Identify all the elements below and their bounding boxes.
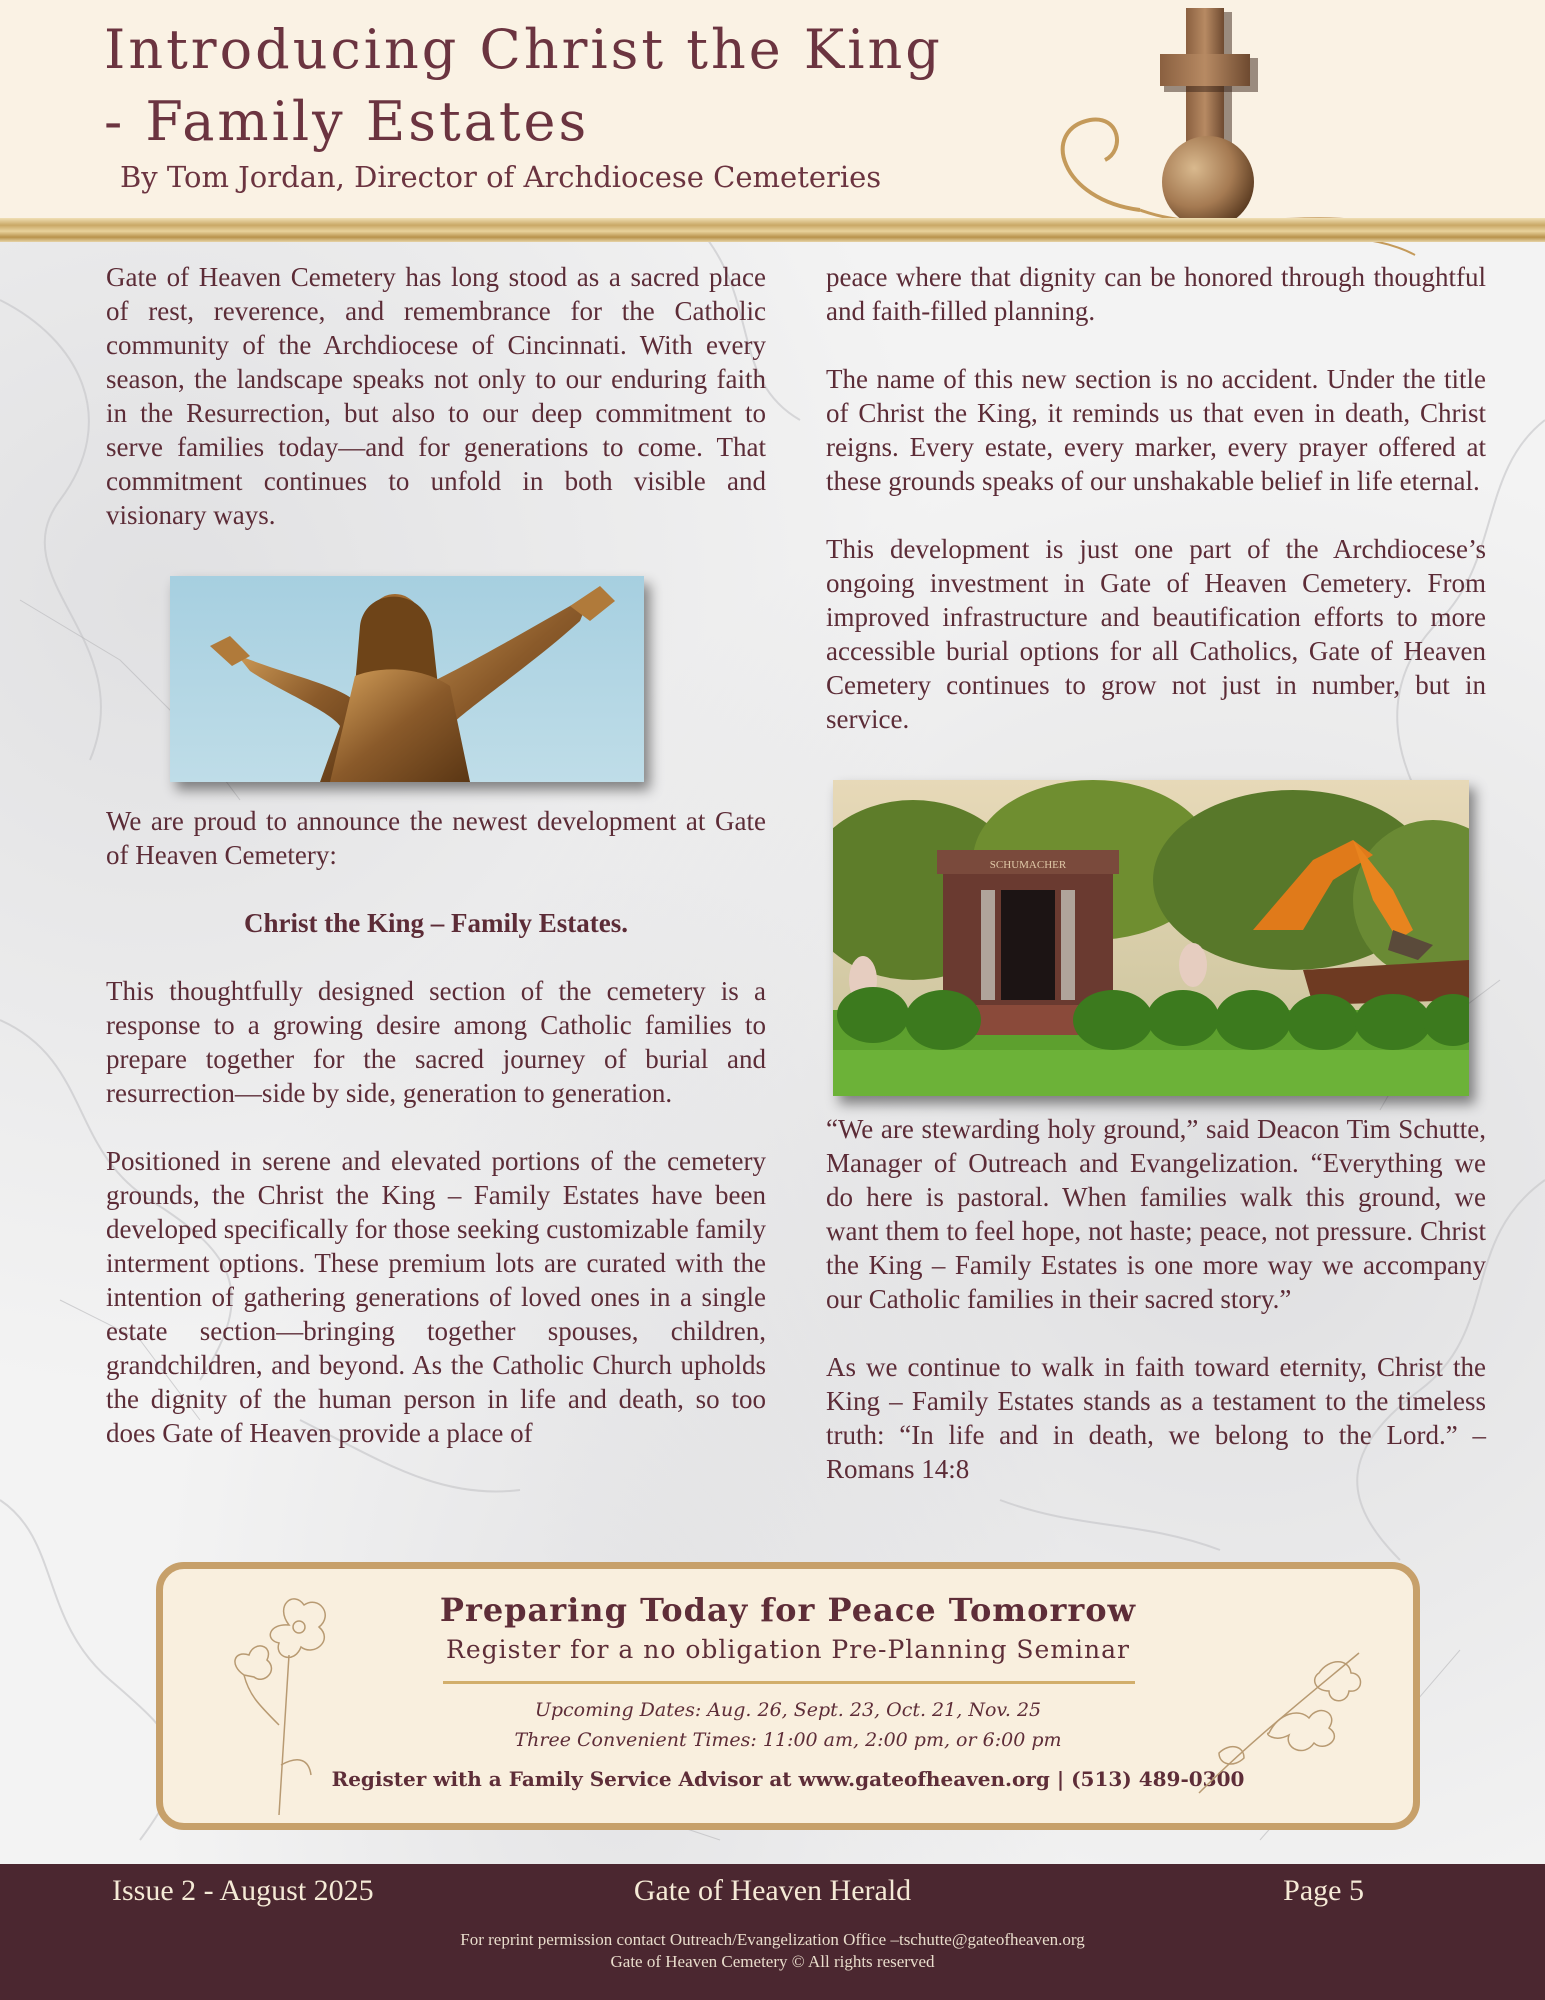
- paragraph-name: The name of this new section is no accident. Under the title of Christ the King, it reminds us that even in death, Christ reigns. Every estate, every marker, every prayer offered at these grounds speaks of our unshakable belief in life eternal.: [826, 364, 1486, 496]
- mausoleum-name: SCHUMACHER: [989, 859, 1067, 871]
- blossom-illustration-icon: [1179, 1633, 1379, 1803]
- right-column-top: [826, 260, 1486, 736]
- footer-publication-name: Gate of Heaven Herald: [633, 1874, 912, 1907]
- article-byline: By Tom Jordan, Director of Archdiocese Cemeteries: [120, 160, 882, 194]
- left-column-top: [106, 260, 766, 532]
- seminar-times: Three Convenient Times: 11:00 am, 2:00 pm, or 6:00 pm: [514, 1729, 1062, 1751]
- footer-page-number: Page 5: [1283, 1874, 1364, 1907]
- seminar-subtitle: Register for a no obligation Pre-Planning Seminar: [446, 1635, 1130, 1664]
- seminar-title: Preparing Today for Peace Tomorrow: [439, 1591, 1137, 1629]
- paragraph-positioned: Positioned in serene and elevated portions of the cemetery grounds, the Christ the King – Family Estates have been developed specifically for those seeking customizable family interment options. These premium lots are curated with the intention of gathering generations of loved ones in a single estate section—bringing together spouses, children, grandchildren, and beyond. As the Catholic Church upholds the dignity of the human person in life and death, so too does Gate of Heaven provide a place of: [106, 1146, 766, 1448]
- section-name-highlight: Christ the King – Family Estates.: [244, 908, 628, 938]
- right-column-bottom: [826, 1112, 1486, 1486]
- page-footer: [0, 1864, 1545, 2000]
- paragraph-development: This development is just one part of the Archdiocese’s ongoing investment in Gate of Heaven Cemetery. From improved infrastructure and beautification efforts to more accessible burial options for all Catholics, Gate of Heaven Cemetery continues to grow not just in number, but in service.: [826, 534, 1486, 734]
- left-column-bottom: [106, 804, 766, 1450]
- header-banner: [0, 0, 1545, 222]
- paragraph-closing: As we continue to walk in faith toward eternity, Christ the King – Family Estates stands as a testament to the timeless truth: “In life and in death, we belong to the Lord.” –Romans 14:8: [826, 1352, 1486, 1484]
- seminar-callout: [156, 1562, 1420, 1830]
- paragraph-announcement: We are proud to announce the newest development at Gate of Heaven Cemetery:: [106, 806, 766, 870]
- article-title: Introducing Christ the King - Family Estates: [104, 18, 943, 153]
- family-estate-photo: [833, 780, 1469, 1096]
- gold-divider-band: [0, 218, 1545, 242]
- paragraph-peace: peace where that dignity can be honored through thoughtful and faith-filled planning.: [826, 262, 1486, 326]
- seminar-dates: Upcoming Dates: Aug. 26, Sept. 23, Oct. 21, Nov. 25: [534, 1699, 1042, 1721]
- seminar-divider: [443, 1681, 1135, 1684]
- footer-copyright: Gate of Heaven Cemetery © All rights reserved: [610, 1952, 935, 1971]
- paragraph-design: This thoughtfully designed section of the cemetery is a response to a growing desire among Catholic families to prepare together for the sacred journey of burial and resurrection—side by side, generation to generation.: [106, 976, 766, 1108]
- christ-statue-photo: [170, 576, 644, 782]
- seminar-register-info[interactable]: Register with a Family Service Advisor at www.gateofheaven.org | (513) 489-0300: [331, 1767, 1245, 1791]
- paragraph-intro: Gate of Heaven Cemetery has long stood as a sacred place of rest, reverence, and remembrance for the Catholic community of the Archdiocese of Cincinnati. With every season, the landscape speaks not only to our enduring faith in the Resurrection, but also to our deep commitment to serve families today—and for generations to come. That commitment continues to unfold in both visible and visionary ways.: [106, 262, 766, 530]
- footer-reprint-notice: For reprint permission contact Outreach/Evangelization Office –tschutte@gateofheaven.org: [460, 1930, 1085, 1949]
- paragraph-quote: “We are stewarding holy ground,” said Deacon Tim Schutte, Manager of Outreach and Evangelization. “Everything we do here is pastoral. When families walk this ground, we want them to feel hope, not haste; peace, not pressure. Christ the King – Family Estates is one more way we accompany our Catholic families in their sacred story.”: [826, 1114, 1486, 1314]
- footer-issue: Issue 2 - August 2025: [112, 1874, 374, 1907]
